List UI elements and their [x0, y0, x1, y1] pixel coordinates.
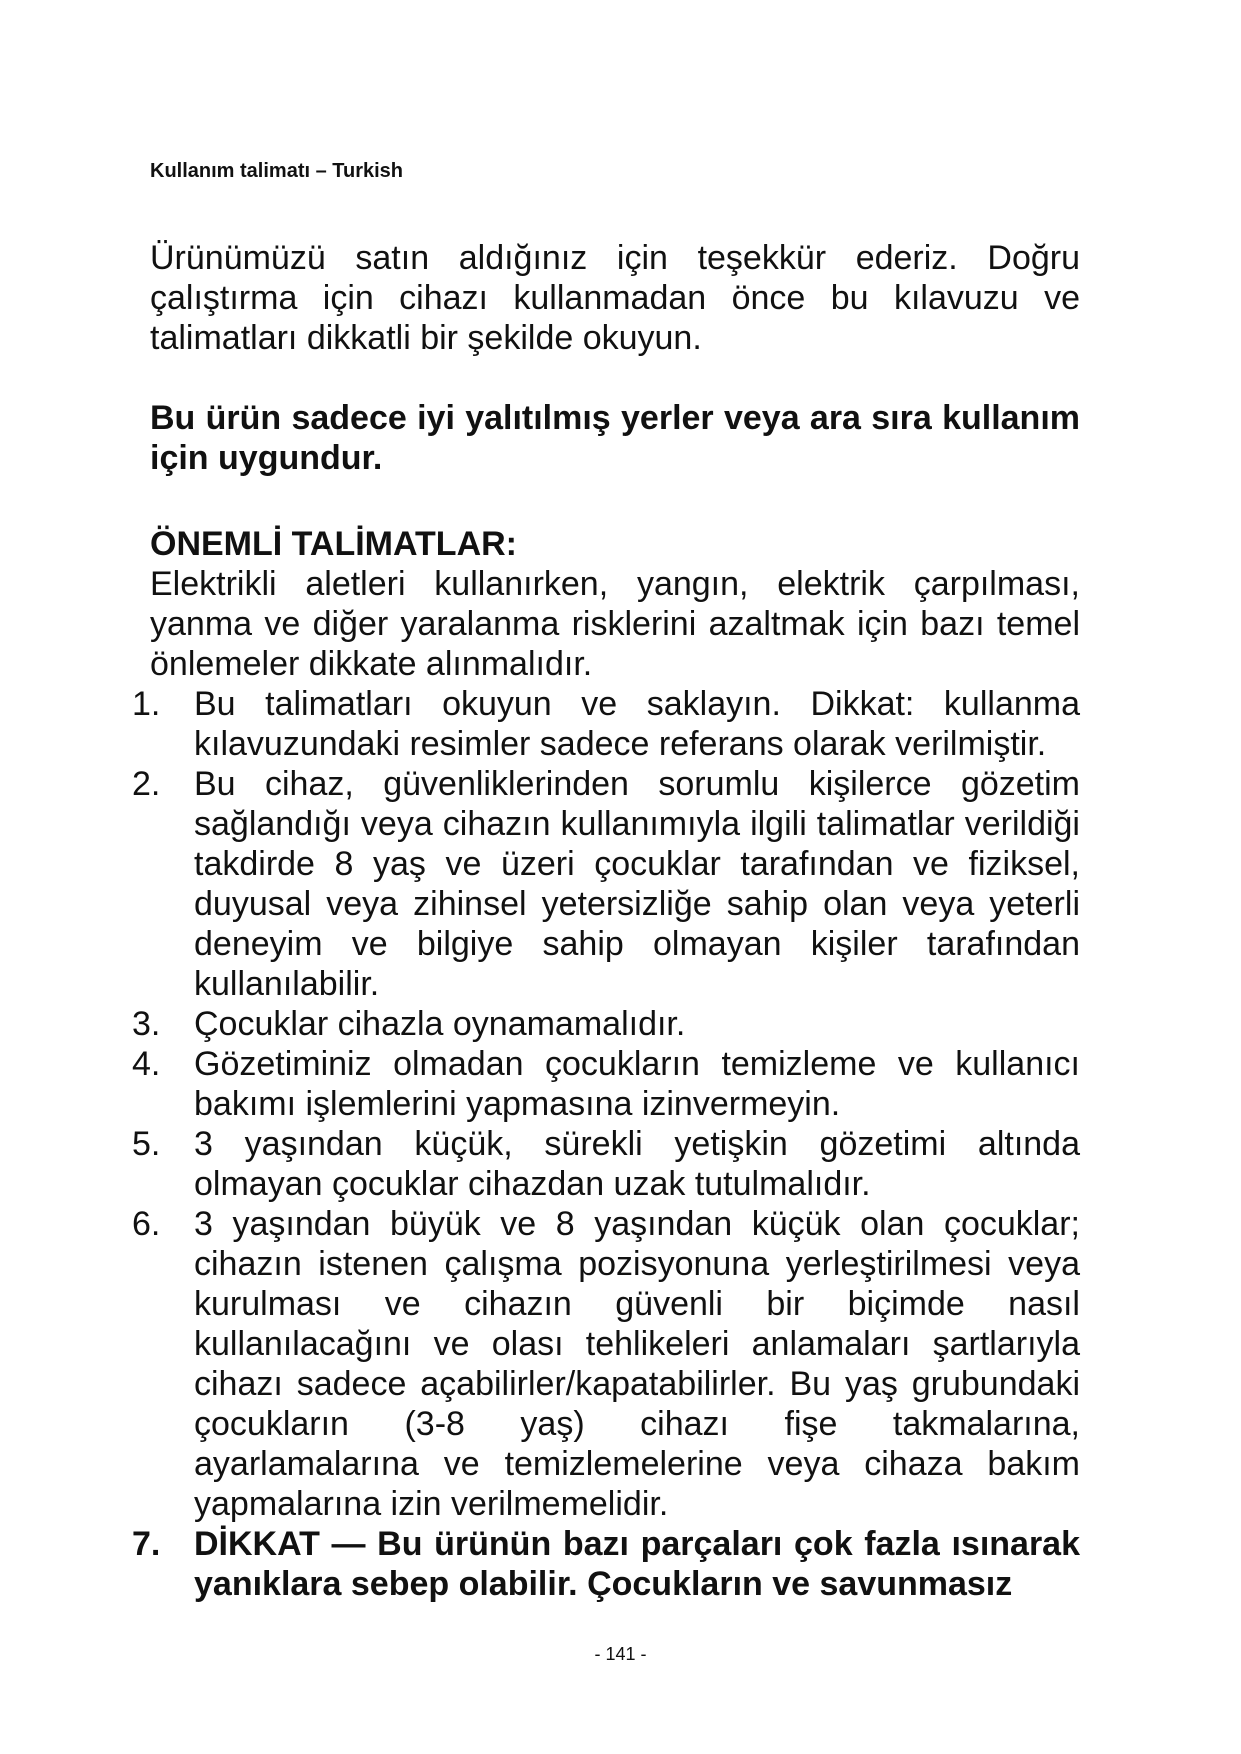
list-item	[132, 684, 1080, 764]
list-item-text: DİKKAT — Bu ürünün bazı parçaları çok fazla ısınarak yanıklara sebep olabilir. Çocukların ve savunmasız	[194, 1525, 1080, 1603]
usage-warning: Bu ürün sadece iyi yalıtılmış yerler veya ara sıra kullanım için uygundur.	[150, 399, 1080, 477]
list-item	[132, 1124, 1080, 1204]
list-item-text: Bu talimatları okuyun ve saklayın. Dikkat: kullanma kılavuzundaki resimler sadece referans olarak verilmiştir.	[194, 685, 1080, 763]
important-instructions-text: Elektrikli aletleri kullanırken, yangın, elektrik çarpılması, yanma ve diğer yaralanma risklerini azaltmak için bazı temel önlemeler dikkate alınmalıdır.	[150, 565, 1080, 683]
important-instructions-heading: ÖNEMLİ TALİMATLAR:	[150, 525, 517, 563]
list-item-text: 3 yaşından büyük ve 8 yaşından küçük olan çocuklar; cihazın istenen çalışma pozisyonuna yerleştirilmesi veya kurulması ve cihazın güvenli bir biçimde nasıl kullanılacağını ve olası tehlikeleri anlamaları şartlarıyla cihazı sadece açabilirler/kapatabilirler. Bu yaş grubundaki çocukların (3-8 yaş) cihazı fişe takmalarına, ayarlamalarına ve temizlemelerine veya cihaza bakım yapmalarına izin verilmemelidir.	[194, 1205, 1080, 1523]
document-header: Kullanım talimatı – Turkish	[150, 160, 404, 182]
list-item-text: 3 yaşından küçük, sürekli yetişkin gözetimi altında olmayan çocuklar cihazdan uzak tutulmalıdır.	[194, 1125, 1080, 1203]
list-item	[132, 1044, 1080, 1124]
list-item-number: 4.	[132, 1045, 161, 1083]
list-item-number: 6.	[132, 1205, 161, 1243]
list-item-text: Gözetiminiz olmadan çocukların temizleme ve kullanıcı bakımı işlemlerini yapmasına izinvermeyin.	[194, 1045, 1080, 1123]
intro-paragraph: Ürünümüzü satın aldığınız için teşekkür ederiz. Doğru çalıştırma için cihazı kullanmadan önce bu kılavuzu ve talimatları dikkatli bir şekilde okuyun.	[150, 239, 1080, 357]
list-item-text: Bu cihaz, güvenliklerinden sorumlu kişilerce gözetim sağlandığı veya cihazın kullanımıyla ilgili talimatlar verildiği takdirde 8 yaş ve üzeri çocuklar tarafından ve fiziksel, duyusal veya zihinsel yetersizliğe sahip olan veya yeterli deneyim ve bilgiye sahip olmayan kişiler tarafından kullanılabilir.	[194, 765, 1080, 1003]
list-item-number: 1.	[132, 685, 161, 723]
list-item	[132, 764, 1080, 1004]
list-item	[132, 1004, 1080, 1044]
list-item-number: 7.	[132, 1525, 161, 1563]
list-item-number: 5.	[132, 1125, 161, 1163]
list-item-number: 3.	[132, 1005, 161, 1043]
list-item-text: Çocuklar cihazla oynamamalıdır.	[194, 1005, 686, 1043]
list-item	[132, 1204, 1080, 1524]
page-number: - 141 -	[594, 1644, 647, 1664]
instruction-list	[132, 684, 1080, 1604]
list-item-warning	[132, 1524, 1080, 1604]
document-body	[132, 238, 1080, 1604]
list-item-number: 2.	[132, 765, 161, 803]
